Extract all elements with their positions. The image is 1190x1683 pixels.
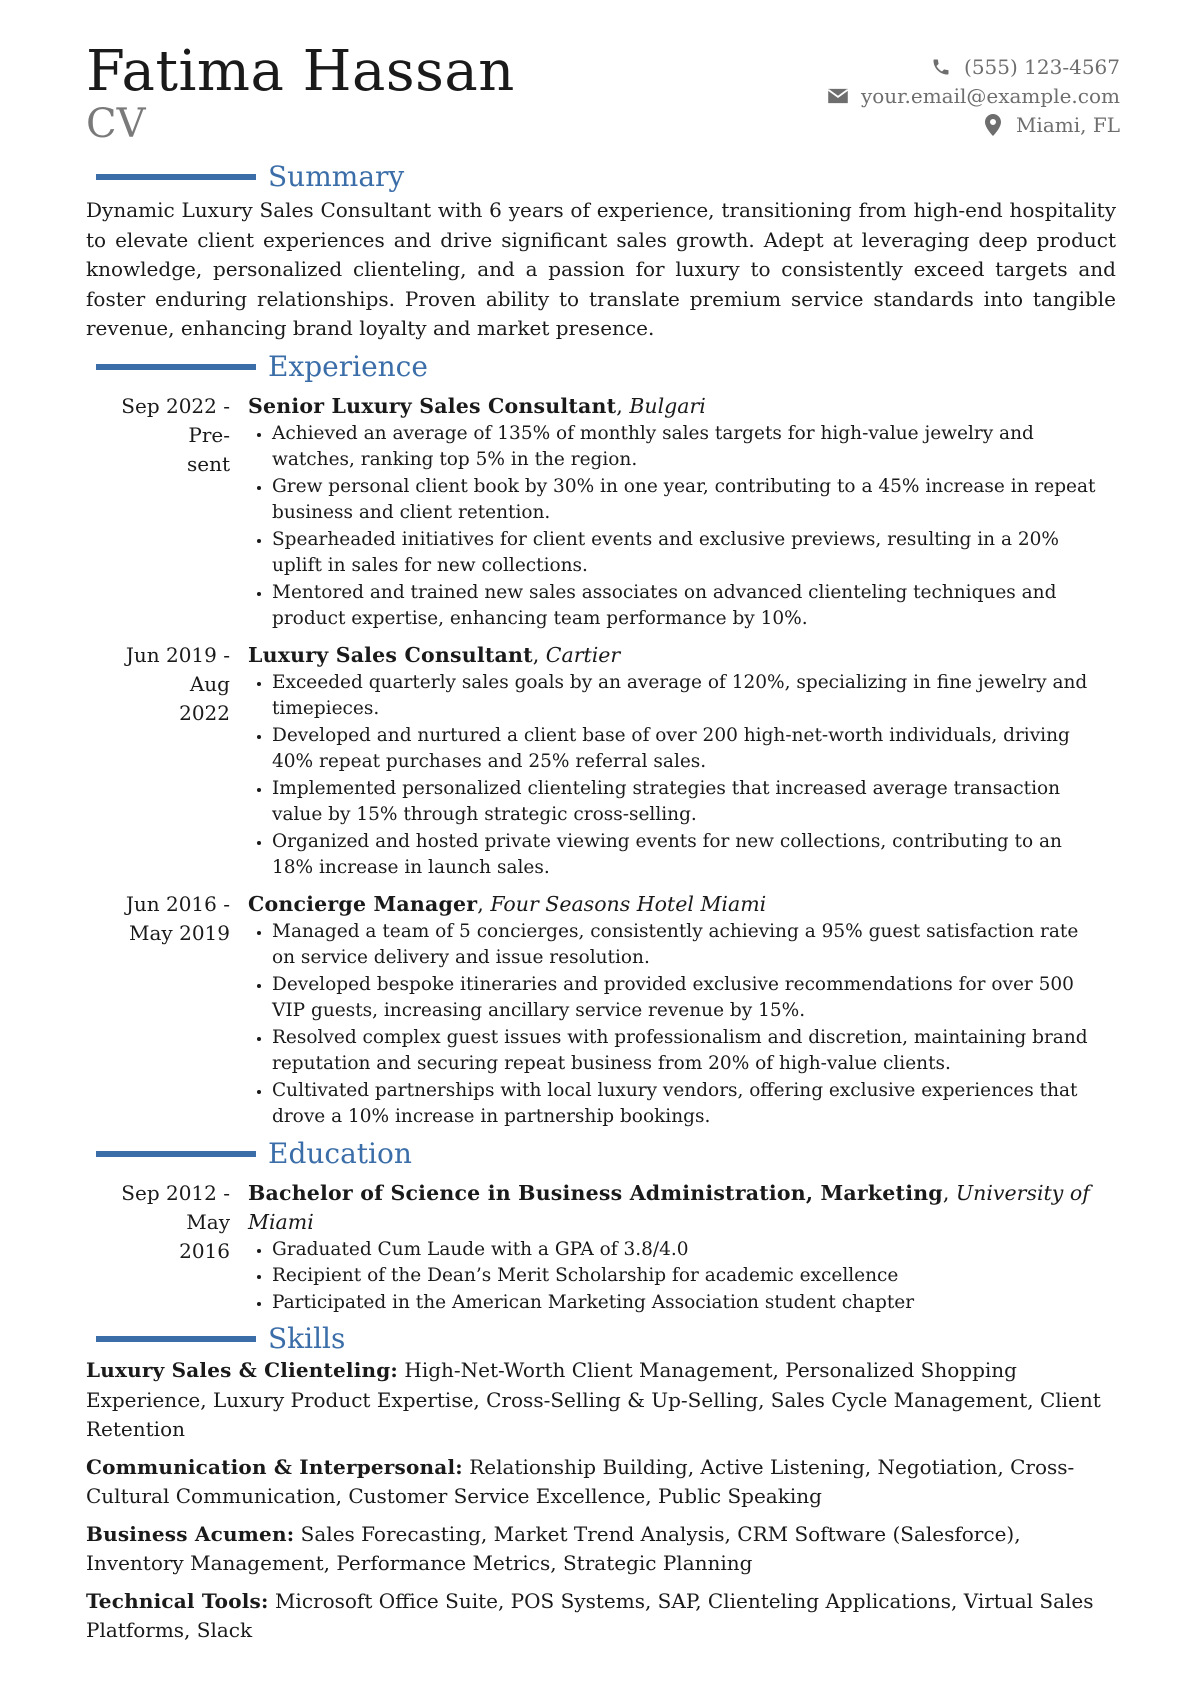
date-line: Sep 2012 - May — [121, 1180, 230, 1234]
entry-bullets — [248, 1237, 1100, 1317]
section-skills-heading — [86, 1322, 1116, 1356]
date-line: Jun 2019 - Aug — [125, 642, 230, 696]
job-title: Luxury Sales Consultant — [248, 642, 533, 667]
entry-body — [248, 890, 1116, 1131]
list-item: • Exceeded quarterly sales goals by an average of 120%, specializing in fine jewelry and timepieces. — [272, 670, 1100, 723]
section-experience-heading — [86, 350, 1116, 384]
list-item: • Implemented personalized clienteling strategies that increased average transaction value by 15% through strategic cross-selling. — [272, 776, 1100, 829]
skill-label: Luxury Sales & Clienteling: — [86, 1358, 399, 1382]
list-item: • Resolved complex guest issues with professionalism and discretion, maintaining brand reputation and securing repeat business from 20% of high-value clients. — [272, 1025, 1100, 1078]
section-summary-heading — [86, 160, 1116, 194]
entry-role: Senior Luxury Sales Consultant, Bulgari — [248, 393, 706, 418]
document-subtitle: CV — [86, 101, 146, 147]
skill-group — [86, 1520, 1116, 1579]
section-bar — [96, 1336, 256, 1342]
email-address[interactable]: your.email@example.com — [860, 83, 1120, 108]
list-item: • Achieved an average of 135% of monthly sales targets for high-value jewelry and watches, ranking top 5% in the region. — [272, 421, 1100, 474]
contact-phone — [827, 52, 1120, 81]
employer: Bulgari — [629, 393, 706, 418]
list-item: • Cultivated partnerships with local luxury vendors, offering exclusive experiences that drove a 10% increase in partnership bookings. — [272, 1078, 1100, 1131]
degree-title: Bachelor of Science in Business Administration, Marketing — [248, 1180, 943, 1205]
entry-body — [248, 1179, 1116, 1317]
person-name: Fatima Hassan — [86, 39, 515, 104]
section-title: Summary — [268, 160, 405, 193]
section-bar — [96, 174, 256, 180]
skill-text: Microsoft Office Suite, POS Systems, SAP, Clienteling Applications, Virtual Sales Platforms, Slack — [86, 1588, 1094, 1642]
skill-label: Technical Tools: — [86, 1588, 269, 1613]
header — [86, 39, 1120, 160]
skill-text: Sales Forecasting, Market Trend Analysis, CRM Software (Salesforce), Inventory Management, Performance Metrics, Strategic Planning — [86, 1521, 1021, 1575]
entry-bullets — [248, 919, 1100, 1131]
contact-block — [827, 52, 1120, 139]
skill-group — [86, 1587, 1116, 1646]
envelope-icon — [827, 85, 849, 107]
skill-label: Communication & Interpersonal: — [86, 1454, 463, 1479]
job-title: Concierge Manager — [248, 891, 478, 916]
location-text: Miami, FL — [1015, 112, 1120, 137]
section-title: Experience — [268, 349, 428, 383]
list-item: • Graduated Cum Laude with a GPA of 3.8/4.0 — [272, 1237, 1100, 1264]
date-line: sent — [186, 451, 230, 476]
skills-list — [86, 1356, 1116, 1646]
entry-date — [86, 1179, 248, 1317]
phone-number: (555) 123-4567 — [964, 54, 1120, 79]
experience-entry — [86, 890, 1116, 1131]
employer: Four Seasons Hotel Miami — [490, 891, 767, 916]
skill-group — [86, 1453, 1116, 1512]
phone-icon — [930, 56, 952, 78]
section-bar — [96, 1151, 256, 1157]
section-title: Skills — [268, 1322, 346, 1355]
list-item: • Grew personal client book by 30% in one year, contributing to a 45% increase in repeat business and client retention. — [272, 474, 1100, 527]
entry-role: Luxury Sales Consultant, Cartier — [248, 642, 621, 667]
section-bar — [96, 364, 256, 370]
contact-email[interactable] — [827, 81, 1120, 110]
contact-location — [827, 110, 1120, 139]
list-item: • Recipient of the Dean’s Merit Scholarship for academic excellence — [272, 1263, 1100, 1290]
date-line: 2022 — [179, 700, 230, 725]
job-title: Senior Luxury Sales Consultant — [248, 393, 617, 418]
skill-text: High-Net-Worth Client Management, Personalized Shopping Experience, Luxury Product Expertise, Cross-Selling & Up-Selling, Sales Cycle Management, Client Retention — [86, 1358, 1101, 1441]
list-item: • Developed and nurtured a client base of over 200 high-net-worth individuals, driving 40% repeat purchases and 25% referral sales. — [272, 723, 1100, 776]
entry-bullets — [248, 670, 1100, 882]
list-item: • Mentored and trained new sales associates on advanced clienteling techniques and product expertise, enhancing team performance by 10%. — [272, 580, 1100, 633]
entry-body — [248, 392, 1116, 633]
institution: University of Miami — [248, 1180, 1090, 1234]
list-item: • Participated in the American Marketing Association student chapter — [272, 1290, 1100, 1317]
cv-page — [86, 39, 1120, 1654]
date-line: Jun 2016 - — [125, 891, 230, 916]
list-item: • Spearheaded initiatives for client events and exclusive previews, resulting in a 20% uplift in sales for new collections. — [272, 527, 1100, 580]
entry-role: Bachelor of Science in Business Administration, Marketing, University of Miami — [248, 1180, 1090, 1234]
entry-date — [86, 392, 248, 633]
map-pin-icon — [982, 114, 1004, 136]
list-item: • Managed a team of 5 concierges, consistently achieving a 95% guest satisfaction rate on service delivery and issue resolution. — [272, 919, 1100, 972]
section-education-heading — [86, 1137, 1116, 1171]
entry-body — [248, 641, 1116, 882]
experience-entry — [86, 392, 1116, 633]
list-item: • Organized and hosted private viewing events for new collections, contributing to an 18% increase in launch sales. — [272, 829, 1100, 882]
education-entry — [86, 1179, 1116, 1317]
employer: Cartier — [545, 642, 621, 667]
summary-text: Dynamic Luxury Sales Consultant with 6 years of experience, transitioning from high-end hospitality to elevate client experiences and drive significant sales growth. Adept at leveraging deep product knowledge, personalized clienteling, and a passion for luxury to consistently exceed targets and foster enduring relationships. Proven ability to translate premium service standards into tangible revenue, enhancing brand loyalty and market presence. — [86, 198, 1116, 340]
date-line: 2016 — [179, 1238, 230, 1263]
list-item: • Developed bespoke itineraries and provided exclusive recommendations for over 500 VIP guests, increasing ancillary service revenue by 15%. — [272, 972, 1100, 1025]
skill-group — [86, 1356, 1116, 1445]
date-line: May 2019 — [129, 920, 230, 945]
date-line: Sep 2022 - Pre- — [121, 393, 230, 447]
experience-entry — [86, 641, 1116, 882]
skill-text: Relationship Building, Active Listening, Negotiation, Cross-Cultural Communication, Customer Service Excellence, Public Speaking — [86, 1454, 1075, 1508]
skill-label: Business Acumen: — [86, 1521, 295, 1546]
entry-role: Concierge Manager, Four Seasons Hotel Miami — [248, 891, 767, 916]
entry-date — [86, 890, 248, 1131]
entry-date — [86, 641, 248, 882]
section-title: Education — [268, 1136, 412, 1170]
entry-bullets — [248, 421, 1100, 633]
